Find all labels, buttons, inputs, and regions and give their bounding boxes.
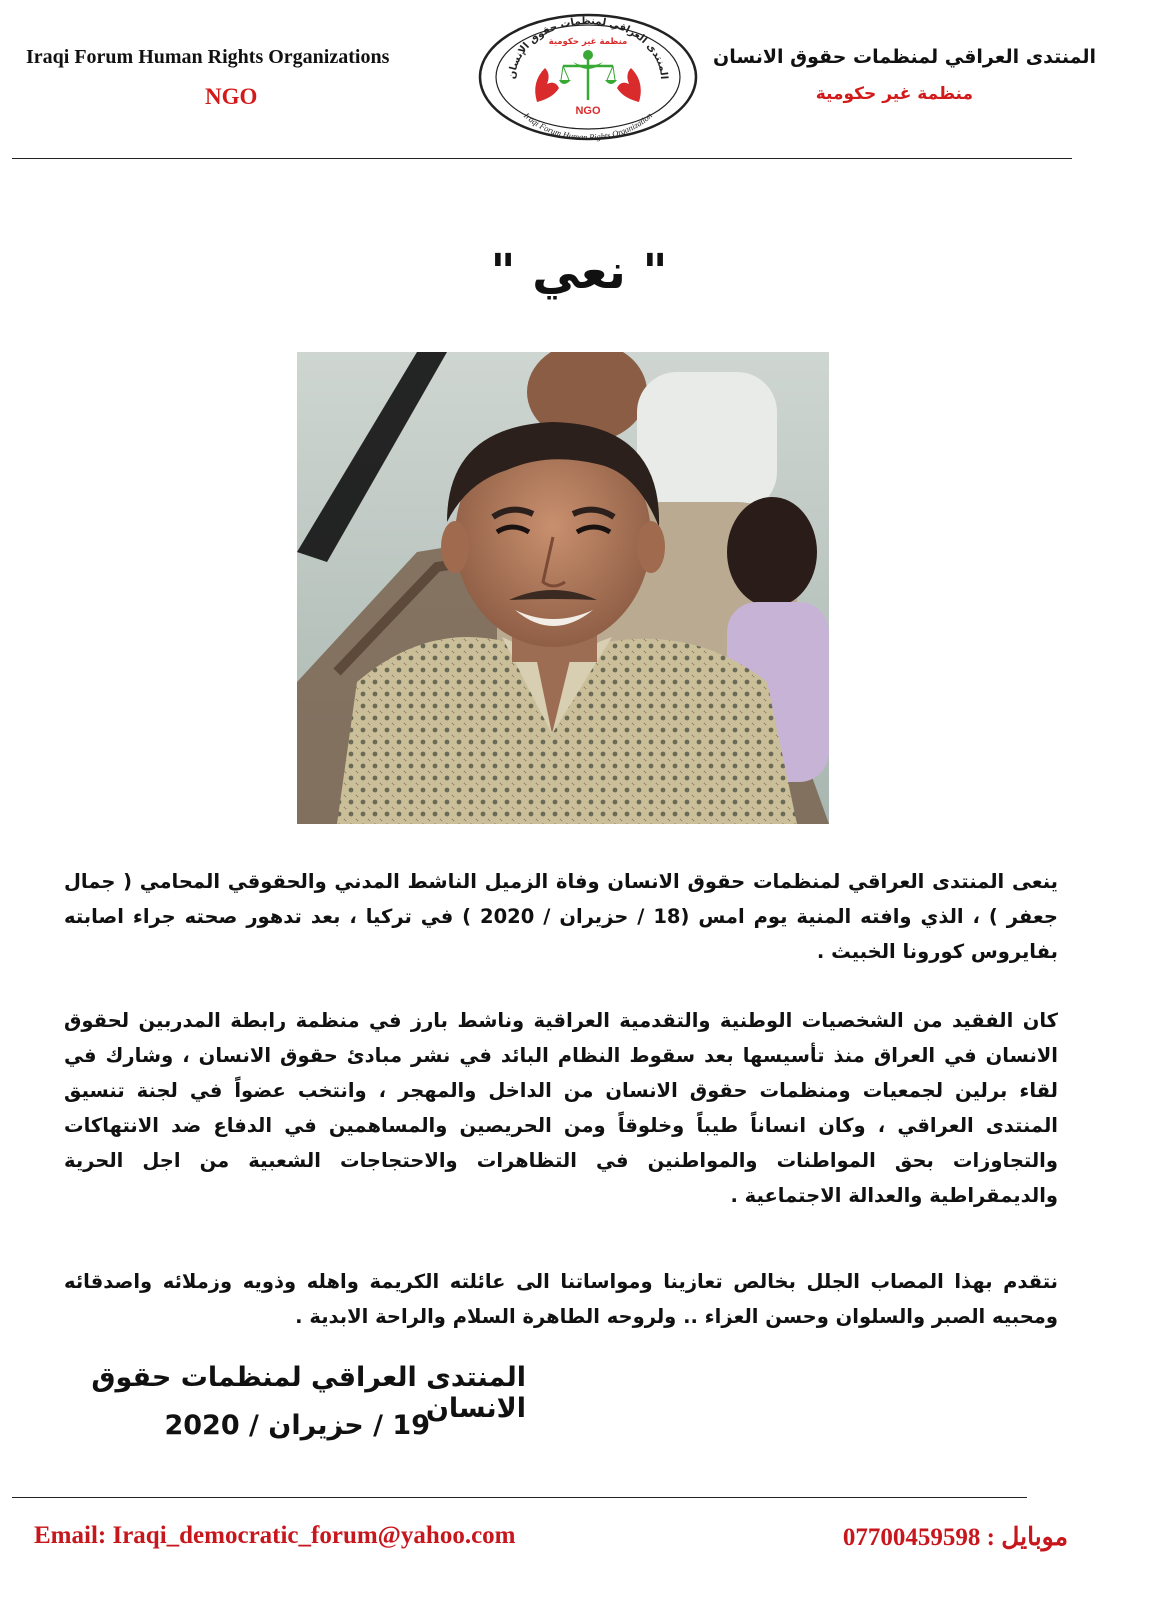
signature-organization: المنتدى العراقي لمنظمات حقوق الانسان [91,1362,526,1424]
paragraph-biography: كان الفقيد من الشخصيات الوطنية والتقدمية العراقية وناشط بارز في منظمة رابطة المدربين لحقوق الانسان في العراق منذ تأسيسها بعد سقوط النظام البائد في نشر مبادئ حقوق الانسان ، وشارك في لقاء برلين لجمعيات ومنظمات حقوق الانسان من الداخل والمهجر ، وانتخب عضواً في لجنة تنسيق المنتدى العراقي ، وكان انساناً طيباً وخلوقاً ومن الحريصين والمساهمين في الدفاع ضد الانتهاكات والتجاوزات بحق المواطنات والمواطنين في التظاهرات والاحتجاجات الشعبية من اجل الحرية والديمقراطية والعدالة الاجتماعية . [64,1009,1058,1207]
header-arabic-ngo: منظمة غير حكومية [815,84,973,104]
logo-arabic-subtitle: منظمة غير حكومية [548,37,628,47]
logo-ngo-text: NGO [575,105,601,117]
logo-english-text: Iraqi Forum Human Rights Organization [522,110,654,143]
logo-arabic-text: المنتدى العراقي لمنظمات حقوق الإنسان [506,15,670,80]
header-english-ngo: NGO [205,84,258,109]
header-english-name: Iraqi Forum Human Rights Organizations [26,46,390,68]
header-arabic-name: المنتدى العراقي لمنظمات حقوق الانسان [713,46,1096,68]
footer-divider [12,1497,1027,1498]
signature-date: 19 / حزيران / 2020 [164,1410,430,1441]
organization-logo [475,10,701,144]
figure-head-icon [583,50,593,60]
portrait-photo [297,352,829,824]
header-divider [12,158,1072,159]
paragraph-announcement: ينعى المنتدى العراقي لمنظمات حقوق الانسان وفاة الزميل الناشط المدني والحقوقي المحامي ( جمال جعفر ) ، الذي وافته المنية يوم امس (18 / حزيران / 2020 ) في تركيا ، بعد تدهور صحته جراء اصابته بفايروس كورونا الخبيث . [64,870,1058,963]
paragraph-condolences: نتقدم بهذا المصاب الجلل بخالص تعازينا ومواساتنا الى عائلته الكريمة واهله وذويه وزملائه واصدقائه ومحبيه الصبر والسلوان وحسن العزاء .. ولروحه الطاهرة السلام والراحة الابدية . [64,1270,1058,1328]
footer-email: Email: Iraqi_democratic_forum@yahoo.com [34,1522,516,1549]
page-title: " نعي " [490,244,668,300]
footer-mobile: موبايل : 07700459598 [842,1524,1068,1551]
